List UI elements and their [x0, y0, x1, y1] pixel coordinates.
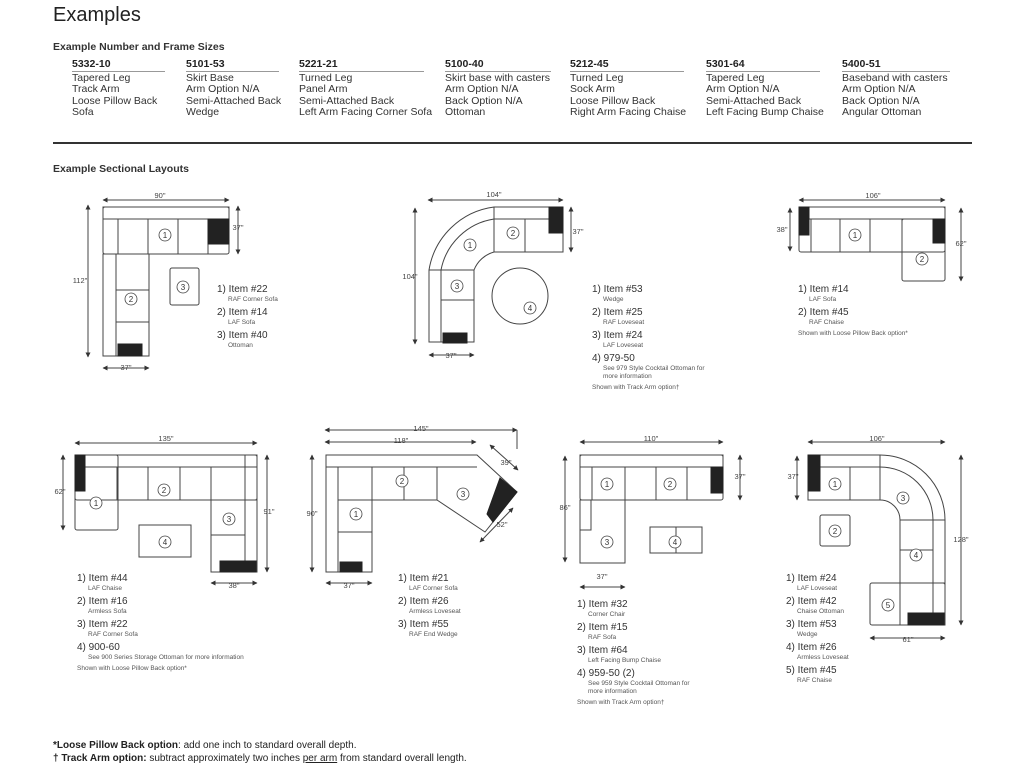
dim-label: 37": [572, 227, 584, 236]
layout-6-items: [577, 599, 693, 706]
layouts-heading: Example Sectional Layouts: [53, 163, 189, 175]
footnote-track-arm: [53, 753, 467, 764]
frame-line: Semi-Attached Back: [299, 94, 395, 107]
item-sub: Wedge: [603, 296, 624, 303]
frame-line: Turned Leg: [299, 71, 353, 84]
num-label: 1: [353, 510, 359, 519]
item-title: 1) Item #14: [798, 284, 849, 295]
num-label: 4: [913, 551, 919, 560]
layout-4-items: [77, 573, 244, 672]
footnote-underline: per arm: [302, 753, 338, 764]
layout-6-drawing: [580, 455, 723, 563]
item-title: 1) Item #22: [217, 284, 268, 295]
dim-label: 37": [596, 572, 608, 581]
num-label: 4: [162, 538, 168, 547]
item-title: 2) Item #16: [77, 596, 128, 607]
num-label: 3: [226, 515, 232, 524]
dim-label: 112": [72, 276, 88, 285]
item-title: 3) Item #40: [217, 330, 268, 341]
item-sub: Wedge: [797, 631, 818, 638]
frame-line: Left Facing Bump Chaise: [706, 106, 824, 118]
item-sub: LAF Chaise: [88, 585, 122, 592]
item-title: 1) Item #44: [77, 573, 128, 584]
dim-label: 61": [902, 635, 914, 644]
frame-line: Skirt base with casters: [445, 71, 551, 84]
item-title: 3) Item #64: [577, 645, 628, 656]
item-title: 5) Item #45: [786, 665, 837, 676]
frame-number: 5101-53: [186, 59, 279, 72]
item-sub: See 900 Series Storage Ottoman for more information: [88, 654, 244, 661]
dim-label: 86": [559, 503, 571, 512]
num-label: 2: [510, 229, 516, 238]
dim-label: 37": [787, 472, 799, 481]
layout-5-items: [398, 573, 461, 642]
num-label: 3: [460, 490, 466, 499]
item-title: 1) Item #24: [786, 573, 837, 584]
frame-line: Right Arm Facing Chaise: [570, 106, 687, 118]
dim-label: 38": [228, 581, 240, 590]
item-title: 3) Item #55: [398, 619, 449, 630]
item-title: 1) Item #32: [577, 599, 628, 610]
num-label: 2: [161, 486, 167, 495]
num-label: 3: [604, 538, 610, 547]
dim-label: 135": [158, 434, 174, 443]
item-sub: LAF Sofa: [228, 319, 256, 326]
num-label: 3: [180, 283, 186, 292]
frame-line: Skirt Base: [186, 71, 234, 84]
dim-label: 106": [865, 191, 881, 200]
num-label: 2: [128, 295, 134, 304]
item-title: 1) Item #21: [398, 573, 449, 584]
num-label: 1: [852, 231, 858, 240]
item-title: 2) Item #25: [592, 307, 643, 318]
item-sub: Chaise Ottoman: [797, 608, 844, 615]
layout-1-items: [217, 284, 278, 353]
num-label: 1: [467, 241, 473, 250]
item-title: 3) Item #53: [786, 619, 837, 630]
frame-line: Arm Option N/A: [445, 83, 519, 95]
page-title: Examples: [53, 4, 141, 26]
frame-number: 5212-45: [570, 59, 684, 72]
item-sub: LAF Loveseat: [603, 342, 644, 349]
frame-line: Panel Arm: [299, 83, 348, 95]
layout-note: Shown with Loose Pillow Back option*: [798, 330, 908, 337]
num-label: 1: [832, 480, 838, 489]
item-sub: RAF Corner Sofa: [228, 296, 278, 303]
num-label: 2: [832, 527, 838, 536]
num-label: 4: [527, 304, 533, 313]
frame-line: Turned Leg: [570, 71, 624, 84]
item-title: 2) Item #15: [577, 622, 628, 633]
layout-7-items: [786, 573, 849, 688]
item-sub: Ottoman: [228, 342, 253, 349]
footnote-text: : add one inch to standard overall depth.: [178, 740, 357, 751]
dim-label: 104": [486, 190, 502, 199]
footnote-text: from standard overall length.: [337, 753, 467, 764]
frame-number: 5400-51: [842, 59, 950, 72]
item-title: 2) Item #14: [217, 307, 268, 318]
dim-label: 38": [776, 225, 788, 234]
frame-line: Track Arm: [72, 83, 120, 95]
item-sub: LAF Sofa: [809, 296, 837, 303]
item-sub: RAF Loveseat: [603, 319, 645, 326]
frame-line: Arm Option N/A: [842, 83, 916, 95]
dim-label: 37": [120, 363, 132, 372]
layout-note: Shown with Track Arm option†: [577, 699, 665, 706]
dim-label: 39": [500, 458, 512, 467]
num-label: 3: [900, 494, 906, 503]
item-title: 1) Item #53: [592, 284, 643, 295]
footnote-bold: † Track Arm option:: [53, 753, 147, 764]
layout-3-items: [798, 284, 908, 337]
item-sub: RAF Chaise: [809, 319, 845, 326]
dim-label: 104": [402, 272, 418, 281]
frame-line: Semi-Attached Back: [186, 94, 282, 107]
item-sub: See 979 Style Cocktail Ottoman for more information: [603, 365, 705, 380]
dim-label: 118": [393, 436, 409, 445]
dim-label: 37": [232, 223, 244, 232]
frame-number: 5221-21: [299, 59, 424, 72]
frame-number: 5332-10: [72, 59, 165, 72]
frame-line: Ottoman: [445, 106, 486, 118]
dim-label: 37": [445, 351, 457, 360]
dim-label: 52": [496, 520, 508, 529]
dim-label: 106": [869, 434, 885, 443]
item-sub: RAF Sofa: [588, 634, 617, 641]
frame-line: Sock Arm: [570, 83, 615, 95]
item-sub: Armless Loveseat: [797, 654, 849, 661]
num-label: 5: [885, 601, 891, 610]
item-sub: Armless Sofa: [88, 608, 127, 615]
dim-label: 62": [955, 239, 967, 248]
layout-note: Shown with Loose Pillow Back option*: [77, 665, 187, 672]
item-title: 2) Item #42: [786, 596, 837, 607]
dim-label: 110": [643, 434, 659, 443]
frame-line: Loose Pillow Back: [72, 94, 158, 107]
frame-line: Loose Pillow Back: [570, 94, 656, 107]
num-label: 1: [93, 499, 99, 508]
item-title: 2) Item #26: [398, 596, 449, 607]
item-title: 3) Item #24: [592, 330, 643, 341]
dim-label: 128": [953, 535, 969, 544]
frame-line: Baseband with casters: [842, 71, 948, 84]
frame-line: Tapered Leg: [706, 71, 765, 84]
item-sub: Corner Chair: [588, 611, 626, 618]
item-title: 2) Item #45: [798, 307, 849, 318]
layout-2-items: [592, 284, 713, 391]
dim-label: 90": [154, 191, 166, 200]
layout-3-drawing: [799, 207, 945, 281]
footnote-text: subtract approximately two inches: [146, 753, 303, 764]
item-sub: See 959 Style Cocktail Ottoman for more information: [588, 680, 690, 695]
item-sub: Left Facing Bump Chaise: [588, 657, 661, 664]
frames-heading: Example Number and Frame Sizes: [53, 41, 225, 53]
frame-line: Sofa: [72, 106, 94, 118]
num-label: 1: [604, 480, 610, 489]
layout-2-drawing: [429, 207, 563, 343]
num-label: 4: [672, 538, 678, 547]
item-sub: LAF Corner Sofa: [409, 585, 458, 592]
num-label: 2: [667, 480, 673, 489]
dim-label: 90": [306, 509, 318, 518]
num-label: 2: [399, 477, 405, 486]
frame-number: 5301-64: [706, 59, 820, 72]
frame-line: Semi-Attached Back: [706, 94, 802, 107]
item-sub: RAF Corner Sofa: [88, 631, 138, 638]
dim-label: 91": [263, 507, 275, 516]
num-label: 2: [919, 255, 925, 264]
item-title: 4) 979-50: [592, 353, 635, 364]
frame-line: Arm Option N/A: [186, 83, 260, 95]
frame-line: Tapered Leg: [72, 71, 131, 84]
item-title: 3) Item #22: [77, 619, 128, 630]
num-label: 3: [454, 282, 460, 291]
item-sub: Armless Loveseat: [409, 608, 461, 615]
dim-label: 145": [413, 424, 429, 433]
footnote-loose-pillow: [53, 740, 356, 751]
item-sub: LAF Loveseat: [797, 585, 838, 592]
item-sub: RAF End Wedge: [409, 631, 458, 638]
frame-line: Angular Ottoman: [842, 106, 922, 118]
dim-label: 62": [54, 487, 66, 496]
frame-line: Back Option N/A: [445, 94, 523, 107]
item-title: 4) 959-50 (2): [577, 668, 635, 679]
item-sub: RAF Chaise: [797, 677, 833, 684]
item-title: 4) 900-60: [77, 642, 120, 653]
footnote-bold: *Loose Pillow Back option: [53, 740, 179, 751]
frame-number: 5100-40: [445, 59, 551, 72]
frame-line: Left Arm Facing Corner Sofa: [299, 106, 433, 118]
dim-label: 37": [734, 472, 746, 481]
num-label: 1: [162, 231, 168, 240]
frame-line: Wedge: [186, 106, 220, 118]
dim-label: 37": [343, 581, 355, 590]
frame-line: Back Option N/A: [842, 94, 920, 107]
frame-line: Arm Option N/A: [706, 83, 780, 95]
item-title: 4) Item #26: [786, 642, 837, 653]
layout-note: Shown with Track Arm option†: [592, 384, 680, 391]
